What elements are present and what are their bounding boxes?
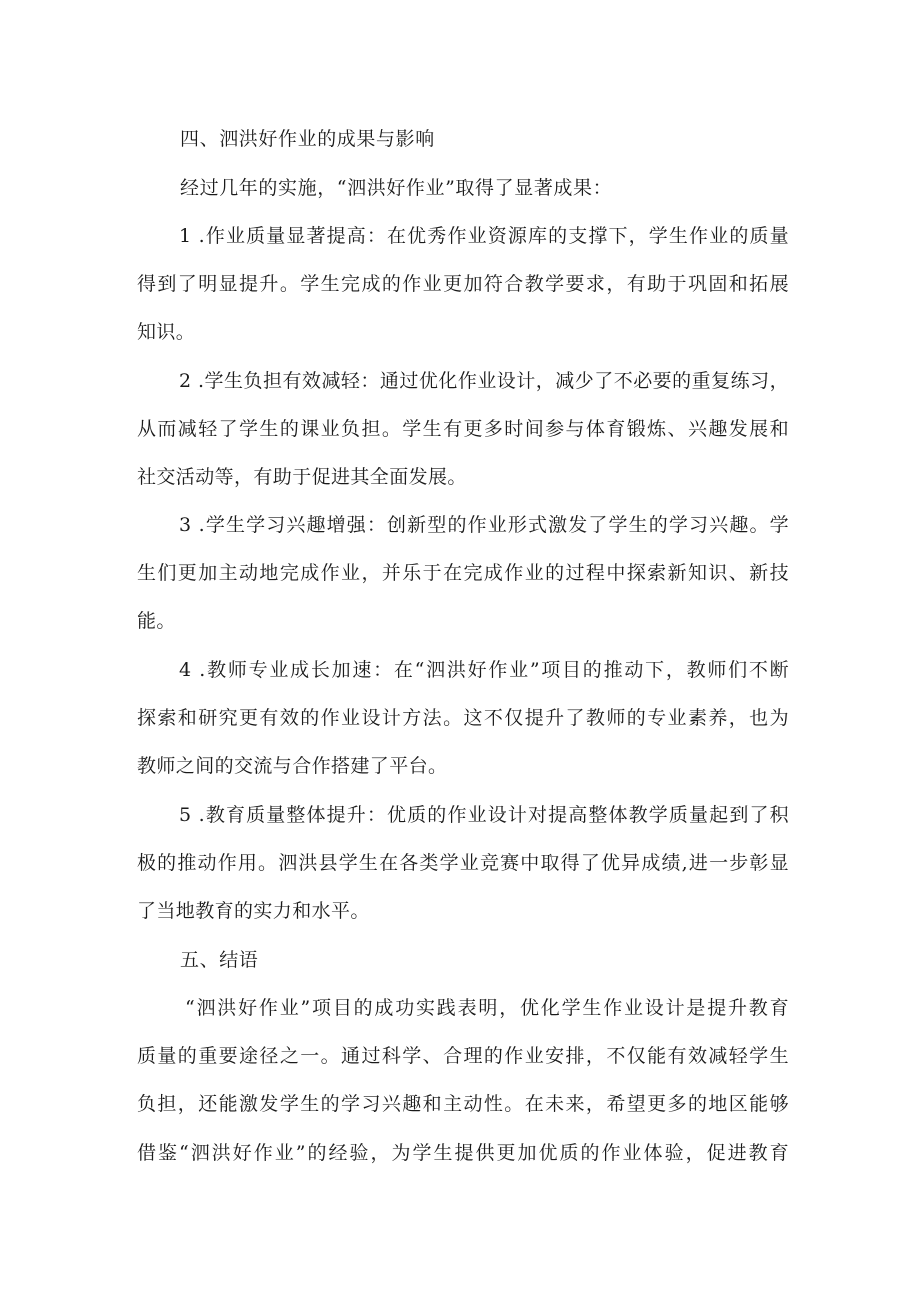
paragraph-line: 5 .教育质量整体提升：优质的作业设计对提高整体教学质量起到了积 (179, 804, 789, 826)
section-heading-conclusion: 五、结语 (180, 949, 259, 971)
paragraph-line: 了当地教育的实力和水平。 (137, 900, 370, 922)
paragraph-line: 3 .学生学习兴趣增强：创新型的作业形式激发了学生的学习兴趣。学 (179, 514, 789, 536)
paragraph-line: 质量的重要途径之一。通过科学、合理的作业安排，不仅能有效减轻学生 (137, 1045, 789, 1067)
section-intro: 经过几年的实施，“泗洪好作业”取得了显著成果： (180, 177, 613, 199)
paragraph-line: 生们更加主动地完成作业，并乐于在完成作业的过程中探索新知识、新技 (137, 562, 789, 584)
paragraph-line: 探索和研究更有效的作业设计方法。这不仅提升了教师的专业素养，也为 (137, 707, 789, 729)
paragraph-line: 负担，还能激发学生的学习兴趣和主动性。在未来，希望更多的地区能够 (137, 1093, 789, 1115)
paragraph-line: 得到了明显提升。学生完成的作业更加符合教学要求，有助于巩固和拓展 (137, 273, 789, 295)
paragraph-line: “泗洪好作业”项目的成功实践表明，优化学生作业设计是提升教育 (185, 997, 789, 1019)
paragraph-line: 极的推动作用。泗洪县学生在各类学业竞赛中取得了优异成绩,进一步彰显 (137, 852, 789, 874)
paragraph-line: 1 .作业质量显著提高：在优秀作业资源库的支撑下，学生作业的质量 (179, 225, 789, 247)
paragraph-line: 能。 (137, 610, 176, 632)
section-heading-results: 四、泗洪好作业的成果与影响 (180, 128, 435, 150)
paragraph-line: 从而减轻了学生的课业负担。学生有更多时间参与体育锻炼、兴趣发展和 (137, 418, 789, 440)
paragraph-line: 4 .教师专业成长加速：在“泗洪好作业”项目的推动下，教师们不断 (179, 659, 789, 681)
paragraph-line: 教师之间的交流与合作搭建了平台。 (137, 755, 448, 777)
paragraph-line: 2 .学生负担有效减轻：通过优化作业设计，减少了不必要的重复练习， (179, 370, 789, 392)
paragraph-line: 社交活动等，有助于促进其全面发展。 (137, 466, 467, 488)
paragraph-line: 知识。 (137, 321, 196, 343)
paragraph-line: 借鉴“泗洪好作业”的经验，为学生提供更加优质的作业体验，促进教育 (137, 1142, 789, 1164)
